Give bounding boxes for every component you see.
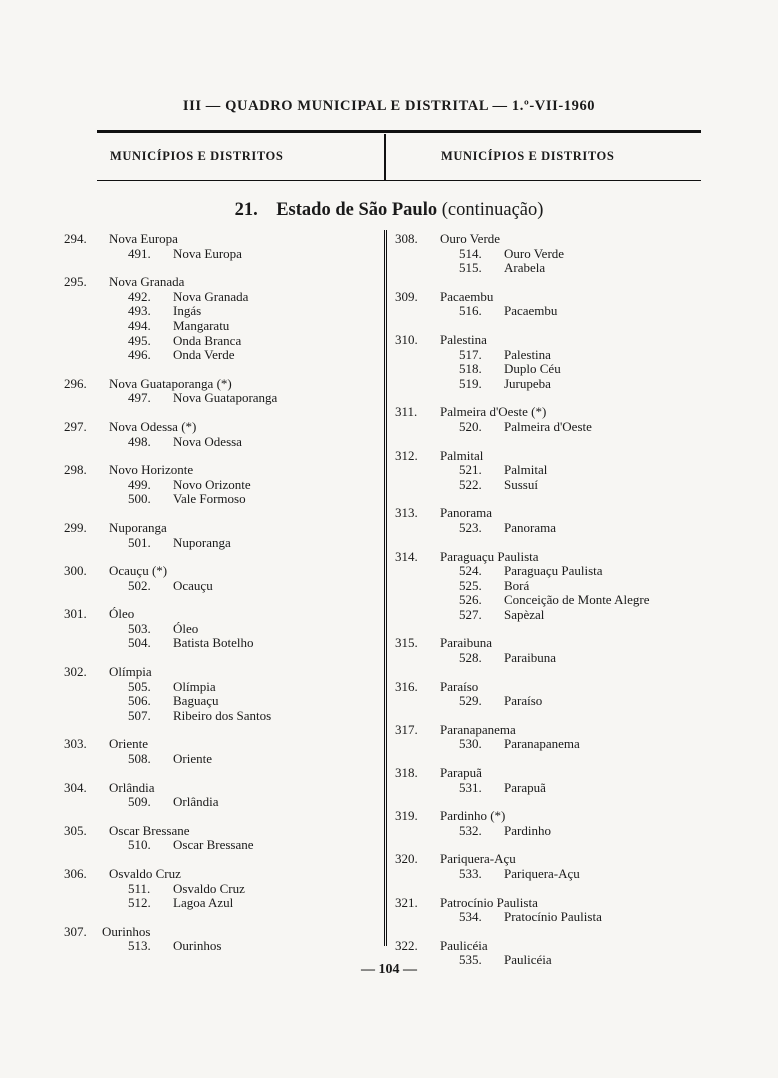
district-number: 494. — [128, 317, 151, 333]
district-name: Ouro Verde — [504, 245, 565, 261]
district-number: 519. — [459, 375, 482, 391]
municipality-number: 299. — [64, 519, 87, 535]
district-number: 527. — [459, 606, 482, 622]
district-number: 509. — [128, 794, 151, 810]
district-row — [64, 334, 374, 349]
municipality-entry — [395, 766, 715, 795]
district-number: 511. — [128, 880, 151, 896]
district-number: 526. — [459, 592, 482, 608]
district-name: Oriente — [173, 751, 212, 767]
municipality-entry — [64, 377, 374, 406]
municipality-heading — [64, 232, 374, 247]
district-number: 507. — [128, 707, 151, 723]
district-number: 496. — [128, 347, 151, 363]
district-name: Olímpia — [173, 678, 216, 694]
district-name: Palestina — [504, 346, 551, 362]
municipality-heading — [64, 377, 374, 392]
district-number: 518. — [459, 361, 482, 377]
district-number: 500. — [128, 491, 151, 507]
municipality-number: 314. — [395, 548, 418, 564]
district-name: Ocauçu — [173, 577, 213, 593]
municipality-name: Paraguaçu Paulista — [440, 548, 539, 564]
municipality-entry — [64, 867, 374, 911]
municipality-name: Paraibuna — [440, 635, 492, 651]
district-row — [395, 521, 715, 536]
district-number: 493. — [128, 303, 151, 319]
district-row — [64, 319, 374, 334]
district-row — [64, 694, 374, 709]
district-row — [395, 593, 715, 608]
district-name: Panorama — [504, 519, 556, 535]
district-number: 503. — [128, 620, 151, 636]
district-name: Arabela — [504, 260, 546, 276]
district-row — [64, 536, 374, 551]
district-name: Pratocínio Paulista — [504, 909, 602, 925]
district-row — [395, 781, 715, 796]
municipality-heading — [64, 925, 374, 940]
municipality-number: 307. — [64, 923, 87, 939]
district-row — [64, 391, 374, 406]
column-header-rule — [97, 180, 701, 181]
municipality-entry — [64, 232, 374, 261]
municipality-entry — [395, 852, 715, 881]
municipality-name: Nuporanga — [109, 519, 167, 535]
municipality-heading — [395, 852, 715, 867]
municipality-heading — [395, 809, 715, 824]
district-number: 499. — [128, 476, 151, 492]
district-name: Parapuã — [504, 779, 546, 795]
municipality-number: 321. — [395, 894, 418, 910]
municipality-name: Palestina — [440, 331, 487, 347]
district-name: Nova Europa — [173, 245, 242, 261]
district-name: Onda Branca — [173, 332, 242, 348]
municipality-entry — [64, 607, 374, 651]
municipality-number: 308. — [395, 231, 418, 246]
district-row — [64, 795, 374, 810]
left-column — [64, 232, 374, 968]
district-name: Paraibuna — [504, 650, 556, 666]
municipality-number: 322. — [395, 937, 418, 953]
district-name: Jurupeba — [504, 375, 551, 391]
district-number: 529. — [459, 693, 482, 709]
district-row — [64, 247, 374, 262]
section-title — [0, 200, 778, 221]
page-number: — 104 — — [361, 962, 417, 977]
municipality-name: Palmital — [440, 447, 484, 463]
municipality-number: 315. — [395, 635, 418, 651]
municipality-number: 295. — [64, 274, 87, 290]
district-number: 533. — [459, 866, 482, 881]
district-name: Oscar Bressane — [173, 837, 254, 853]
municipality-entry — [395, 405, 715, 434]
district-name: Orlândia — [173, 794, 219, 810]
district-name: Pardinho — [504, 822, 551, 838]
municipality-heading — [395, 550, 715, 565]
municipality-heading — [395, 723, 715, 738]
district-row — [395, 564, 715, 579]
municipality-heading — [64, 521, 374, 536]
district-row — [395, 304, 715, 319]
municipality-heading — [395, 232, 715, 247]
district-name: Ingás — [173, 303, 202, 319]
municipality-name: Orlândia — [109, 779, 155, 795]
district-number: 530. — [459, 736, 482, 752]
district-name: Nuporanga — [173, 534, 231, 550]
municipality-entry — [64, 781, 374, 810]
district-name: Nova Odessa — [173, 433, 242, 449]
district-name: Pacaembu — [504, 303, 558, 319]
district-name: Ourinhos — [173, 938, 222, 954]
municipality-entry — [395, 636, 715, 665]
district-number: 505. — [128, 678, 151, 694]
municipality-number: 317. — [395, 721, 418, 737]
district-name: Sapèzal — [504, 606, 545, 622]
district-number: 506. — [128, 693, 151, 709]
municipality-name: Pardinho (*) — [440, 808, 506, 824]
district-name: Paulicéia — [504, 952, 552, 968]
district-number: 501. — [128, 534, 151, 550]
district-name: Baguaçu — [173, 693, 219, 709]
section-number: 21. — [234, 200, 258, 220]
municipality-heading — [64, 275, 374, 290]
district-row — [395, 478, 715, 493]
municipality-entry — [64, 665, 374, 723]
municipality-entry — [64, 463, 374, 507]
district-row — [395, 348, 715, 363]
district-number: 535. — [459, 952, 482, 968]
municipality-number: 313. — [395, 505, 418, 521]
municipality-name: Novo Horizonte — [109, 462, 194, 478]
district-number: 512. — [128, 895, 151, 911]
district-row — [64, 290, 374, 305]
municipality-heading — [64, 665, 374, 680]
municipality-heading — [395, 766, 715, 781]
municipality-entry — [64, 824, 374, 853]
district-row — [395, 608, 715, 623]
district-row — [395, 651, 715, 666]
district-number: 508. — [128, 751, 151, 767]
district-row — [64, 882, 374, 897]
municipality-heading — [395, 290, 715, 305]
district-name: Nova Guataporanga — [173, 390, 278, 406]
municipality-number: 312. — [395, 447, 418, 463]
municipality-name: Palmeira d'Oeste (*) — [440, 404, 547, 420]
district-row — [395, 737, 715, 752]
district-number: 534. — [459, 909, 482, 925]
municipality-heading — [64, 737, 374, 752]
municipality-heading — [64, 824, 374, 839]
municipality-heading — [395, 939, 715, 954]
municipality-entry — [395, 723, 715, 752]
district-name: Novo Orizonte — [173, 476, 251, 492]
municipality-entry — [64, 521, 374, 550]
district-row — [64, 622, 374, 637]
district-name: Paraguaçu Paulista — [504, 563, 603, 579]
district-number: 515. — [459, 260, 482, 276]
district-name: Borá — [504, 577, 530, 593]
column-header-right: MUNICÍPIOS E DISTRITOS — [441, 149, 615, 163]
district-row — [395, 910, 715, 925]
municipality-name: Pacaembu — [440, 288, 494, 304]
municipality-entry — [395, 680, 715, 709]
header-rule — [97, 130, 701, 133]
municipality-heading — [64, 463, 374, 478]
municipality-heading — [64, 781, 374, 796]
municipality-entry — [395, 896, 715, 925]
municipality-number: 298. — [64, 462, 87, 478]
municipality-entry — [395, 232, 715, 276]
district-number: 492. — [128, 288, 151, 304]
district-name: Lagoa Azul — [173, 895, 234, 911]
district-number: 497. — [128, 390, 151, 406]
municipality-number: 304. — [64, 779, 87, 795]
district-row — [64, 348, 374, 363]
municipality-name: Nova Odessa (*) — [109, 418, 197, 434]
municipality-number: 316. — [395, 678, 418, 694]
municipality-number: 303. — [64, 736, 87, 752]
municipality-heading — [395, 680, 715, 695]
district-row — [395, 362, 715, 377]
municipality-name: Óleo — [109, 606, 135, 622]
municipality-name: Paranapanema — [440, 721, 516, 737]
district-row — [395, 261, 715, 276]
section-title-state: Estado de São Paulo — [276, 200, 438, 220]
municipality-entry — [64, 275, 374, 363]
district-number: 520. — [459, 418, 482, 434]
district-row — [64, 579, 374, 594]
district-row — [64, 709, 374, 724]
municipality-name: Ocauçu (*) — [109, 563, 168, 579]
municipality-heading — [64, 607, 374, 622]
municipality-name: Paraíso — [440, 678, 479, 694]
district-row — [64, 752, 374, 767]
district-row — [64, 636, 374, 651]
district-number: 522. — [459, 476, 482, 492]
municipality-number: 320. — [395, 851, 418, 867]
district-number: 498. — [128, 433, 151, 449]
section-title-continuation: (continuação) — [441, 200, 544, 220]
municipality-entry — [395, 449, 715, 493]
municipality-heading — [395, 636, 715, 651]
municipality-name: Panorama — [440, 505, 492, 521]
district-number: 525. — [459, 577, 482, 593]
municipality-name: Nova Europa — [109, 231, 178, 246]
district-name: Osvaldo Cruz — [173, 880, 245, 896]
district-name: Batista Botelho — [173, 635, 254, 651]
column-divider-header — [384, 134, 386, 180]
municipality-entry — [395, 290, 715, 319]
district-number: 495. — [128, 332, 151, 348]
municipality-name: Oriente — [109, 736, 148, 752]
municipality-number: 300. — [64, 563, 87, 579]
district-row — [395, 824, 715, 839]
municipality-number: 297. — [64, 418, 87, 434]
district-name: Conceição de Monte Alegre — [504, 592, 650, 608]
municipality-number: 319. — [395, 808, 418, 824]
district-row — [395, 579, 715, 594]
municipality-number: 310. — [395, 331, 418, 347]
district-name: Onda Verde — [173, 347, 235, 363]
district-row — [395, 694, 715, 709]
district-number: 516. — [459, 303, 482, 319]
municipality-number: 294. — [64, 231, 87, 246]
district-row — [395, 420, 715, 435]
municipality-name: Ouro Verde — [440, 231, 501, 246]
district-name: Palmeira d'Oeste — [504, 418, 592, 434]
district-row — [395, 247, 715, 262]
municipality-name: Oscar Bressane — [109, 822, 190, 838]
municipality-heading — [64, 867, 374, 882]
district-number: 528. — [459, 650, 482, 666]
district-number: 524. — [459, 563, 482, 579]
municipality-name: Patrocínio Paulista — [440, 894, 538, 910]
municipality-heading — [395, 506, 715, 521]
district-number: 504. — [128, 635, 151, 651]
district-row — [64, 680, 374, 695]
district-row — [64, 478, 374, 493]
district-number: 513. — [128, 938, 151, 954]
district-row — [64, 304, 374, 319]
municipality-heading — [395, 896, 715, 911]
column-divider-body — [384, 230, 387, 946]
municipality-number: 301. — [64, 606, 87, 622]
district-number: 502. — [128, 577, 151, 593]
district-number: 517. — [459, 346, 482, 362]
municipality-name: Paulicéia — [440, 937, 488, 953]
municipality-name: Pariquera-Açu — [440, 851, 516, 867]
column-header-left: MUNICÍPIOS E DISTRITOS — [110, 149, 284, 163]
district-row — [395, 867, 715, 882]
district-number: 521. — [459, 462, 482, 478]
district-name: Ribeiro dos Santos — [173, 707, 272, 723]
municipality-heading — [395, 405, 715, 420]
municipality-name: Nova Guataporanga (*) — [109, 375, 232, 391]
municipality-name: Nova Granada — [109, 274, 185, 290]
district-name: Paraíso — [504, 693, 543, 709]
district-number: 491. — [128, 245, 151, 261]
municipality-entry — [64, 420, 374, 449]
page-header: III — QUADRO MUNICIPAL E DISTRITAL — 1.º-VII-1960 — [182, 98, 596, 114]
municipality-heading — [395, 333, 715, 348]
municipality-number: 296. — [64, 375, 87, 391]
municipality-entry — [395, 333, 715, 391]
district-number: 523. — [459, 519, 482, 535]
municipality-name: Osvaldo Cruz — [109, 866, 181, 881]
municipality-entry — [64, 564, 374, 593]
district-row — [64, 435, 374, 450]
municipality-number: 305. — [64, 822, 87, 838]
municipality-number: 309. — [395, 288, 418, 304]
district-name: Óleo — [173, 620, 199, 636]
municipality-name: Olímpia — [109, 664, 152, 680]
municipality-number: 302. — [64, 664, 87, 680]
municipality-entry — [395, 506, 715, 535]
district-name: Pariquera-Açu — [504, 866, 580, 881]
municipality-number: 311. — [395, 404, 418, 420]
municipality-entry — [395, 809, 715, 838]
municipality-name: Ourinhos — [102, 923, 151, 939]
municipality-heading — [64, 564, 374, 579]
municipality-heading — [395, 449, 715, 464]
district-name: Vale Formoso — [173, 491, 246, 507]
district-row — [395, 463, 715, 478]
municipality-number: 318. — [395, 765, 418, 781]
district-number: 532. — [459, 822, 482, 838]
municipality-entry — [395, 550, 715, 623]
district-number: 510. — [128, 837, 151, 853]
municipality-heading — [64, 420, 374, 435]
district-name: Mangaratu — [173, 317, 230, 333]
district-row — [64, 939, 374, 954]
municipality-entry — [64, 925, 374, 954]
municipality-name: Parapuã — [440, 765, 482, 781]
district-name: Duplo Céu — [504, 361, 561, 377]
district-name: Palmital — [504, 462, 548, 478]
district-row — [64, 896, 374, 911]
district-name: Paranapanema — [504, 736, 580, 752]
municipality-entry — [64, 737, 374, 766]
right-column — [395, 232, 715, 982]
district-number: 514. — [459, 245, 482, 261]
district-name: Nova Granada — [173, 288, 249, 304]
district-name: Sussuí — [504, 476, 538, 492]
district-row — [395, 377, 715, 392]
district-row — [64, 838, 374, 853]
district-row — [64, 492, 374, 507]
municipality-number: 306. — [64, 866, 87, 881]
district-number: 531. — [459, 779, 482, 795]
